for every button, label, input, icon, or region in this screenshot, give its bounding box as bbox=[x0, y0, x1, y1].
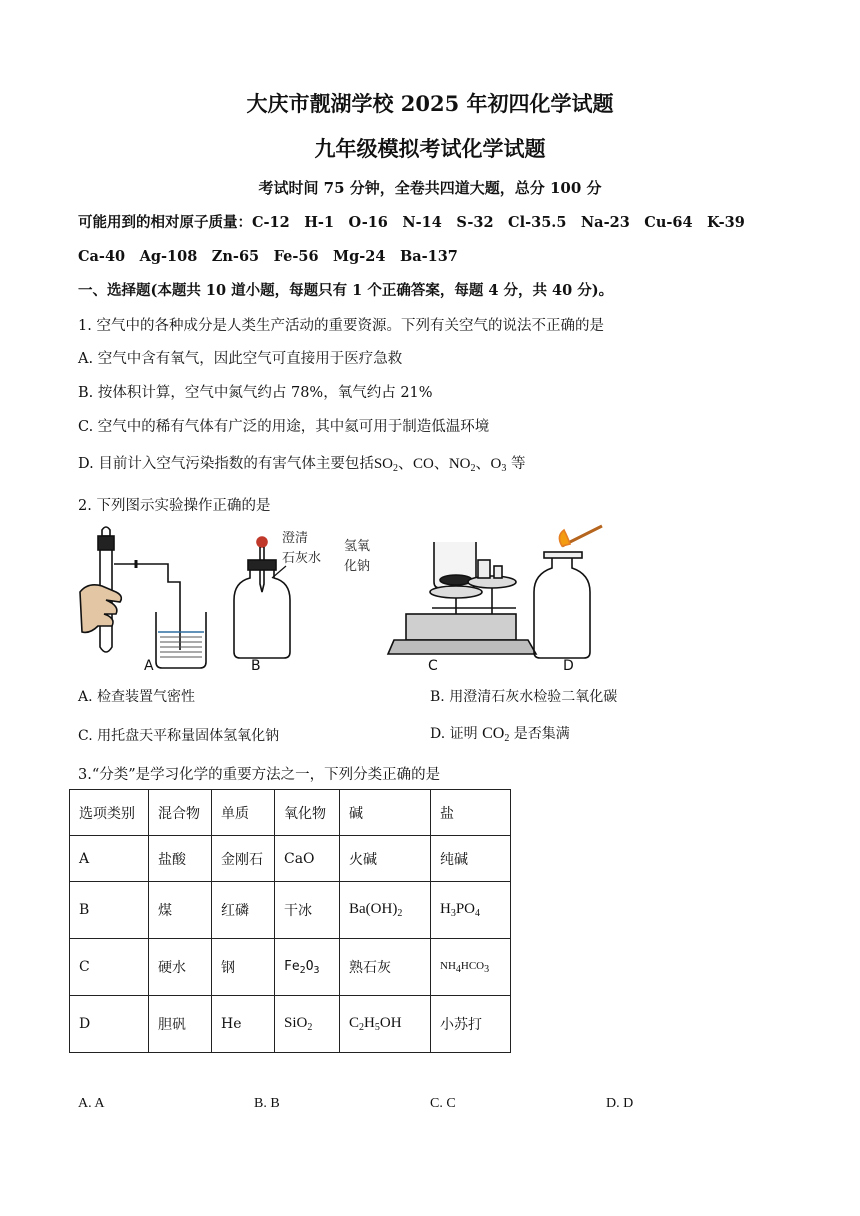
formula-cell: $C_2H_5OH$ bbox=[340, 996, 431, 1053]
header-cell: 单质 bbox=[212, 790, 275, 836]
q3-answer-d: D. D bbox=[606, 1096, 634, 1111]
figure-label-b: B bbox=[251, 658, 261, 674]
q2-option-d-suffix: 是否集满 bbox=[513, 726, 570, 742]
q2-stem: 2. 下列图示实验操作正确的是 bbox=[78, 498, 271, 514]
table-cell: 干冰 bbox=[275, 882, 340, 939]
table-cell: 纯碱 bbox=[431, 836, 511, 882]
figure-a-airtightness bbox=[80, 527, 206, 668]
atomic-mass-line-2: Ca-40 Ag-108 Zn-65 Fe-56 Mg-24 Ba-137 bbox=[78, 248, 458, 265]
q2-option-a: A. 检查装置气密性 bbox=[78, 689, 196, 705]
figure-b-text-1: 澄清 bbox=[282, 531, 309, 546]
table-cell: B bbox=[70, 882, 149, 939]
formula-cell: $H_3PO_4$ bbox=[431, 882, 511, 939]
table-cell: C bbox=[70, 939, 149, 996]
table-cell: 熟石灰 bbox=[340, 939, 431, 996]
table-cell: He bbox=[212, 996, 275, 1053]
q3-answer-c: C. C bbox=[430, 1096, 456, 1111]
table-cell: 红磷 bbox=[212, 882, 275, 939]
table-cell: 盐酸 bbox=[149, 836, 212, 882]
q1-stem: 1. 空气中的各种成分是人类生产活动的重要资源。下列有关空气的说法不正确的是 bbox=[78, 318, 604, 334]
q3-stem: 3.“分类”是学习化学的重要方法之一，下列分类正确的是 bbox=[78, 767, 441, 783]
figure-label-c: C bbox=[428, 658, 438, 674]
formula-cell: $NH_4HCO_3$ bbox=[431, 939, 511, 996]
table-row bbox=[70, 996, 511, 1053]
table-cell: 金刚石 bbox=[212, 836, 275, 882]
q3-answer-a: A. A bbox=[78, 1096, 105, 1111]
header-cell: 选项类别 bbox=[70, 790, 149, 836]
header-cell: 氧化物 bbox=[275, 790, 340, 836]
q1-option-d-prefix: D. 目前计入空气污染指数的有害气体主要包括 bbox=[78, 456, 374, 472]
q1-option-a: A. 空气中含有氧气，因此空气可直接用于医疗急救 bbox=[78, 351, 403, 367]
figure-c-text-2: 化钠 bbox=[344, 559, 371, 574]
table-cell: 胆矾 bbox=[149, 996, 212, 1053]
q3-classification-table bbox=[69, 789, 511, 1053]
q2-option-c: C. 用托盘天平称量固体氢氧化钠 bbox=[78, 728, 280, 744]
table-cell: 火碱 bbox=[340, 836, 431, 882]
table-cell: 煤 bbox=[149, 882, 212, 939]
header-cell: 混合物 bbox=[149, 790, 212, 836]
q2-apparatus-figure bbox=[76, 522, 616, 677]
q1-option-c: C. 空气中的稀有气体有广泛的用途，其中氦可用于制造低温环境 bbox=[78, 419, 490, 435]
figure-d-co2-bottle bbox=[534, 526, 602, 658]
formula-cell: $Ba(OH)_2$ bbox=[340, 882, 431, 939]
q2-option-d-prefix: D. 证明 bbox=[430, 726, 478, 742]
figure-label-d: D bbox=[563, 658, 574, 674]
table-cell: 小苏打 bbox=[431, 996, 511, 1053]
table-cell: 钢 bbox=[212, 939, 275, 996]
header-cell: 碱 bbox=[340, 790, 431, 836]
table-cell: CaO bbox=[275, 836, 340, 882]
exam-info: 考试时间 75 分钟，全卷共四道大题，总分 100 分 bbox=[258, 179, 602, 197]
table-cell: D bbox=[70, 996, 149, 1053]
q2-option-d: D. 证明 $CO_2$ 是否集满 bbox=[430, 725, 570, 744]
figure-label-a: A bbox=[144, 658, 154, 674]
header-cell: 盐 bbox=[431, 790, 511, 836]
q3-answer-b: B. B bbox=[254, 1096, 280, 1111]
table-header-row bbox=[70, 790, 511, 836]
exam-subtitle: 九年级模拟考试化学试题 bbox=[314, 136, 546, 161]
table-row bbox=[70, 836, 511, 882]
table-row bbox=[70, 939, 511, 996]
q1-option-b: B. 按体积计算，空气中氮气约占 78%，氧气约占 21% bbox=[78, 385, 433, 401]
q2-option-b: B. 用澄清石灰水检验二氧化碳 bbox=[430, 689, 618, 705]
table-cell: 硬水 bbox=[149, 939, 212, 996]
table-cell: A bbox=[70, 836, 149, 882]
q1-option-d-suffix: 等 bbox=[510, 456, 526, 472]
section-heading: 一、选择题(本题共 10 道小题，每题只有 1 个正确答案，每题 4 分，共 40 分)。 bbox=[78, 282, 614, 299]
exam-title: 大庆市靓湖学校 2025 年初四化学试题 bbox=[246, 91, 614, 116]
figure-b-text-2: 石灰水 bbox=[282, 551, 322, 566]
formula-cell: SiO$_2$ bbox=[275, 996, 340, 1053]
formula-cell: $Fe_2O_3$ bbox=[275, 939, 340, 996]
table-row bbox=[70, 882, 511, 939]
figure-c-text-1: 氢氧 bbox=[344, 539, 371, 554]
q1-option-d: D. 目前计入空气污染指数的有害气体主要包括$SO_2$、CO、$NO_2$、$O_3$ 等 bbox=[78, 456, 526, 474]
figure-c-balance bbox=[388, 542, 536, 654]
atomic-mass-line-1: 可能用到的相对原子质量：C-12 H-1 O-16 N-14 S-32 Cl-35.5 Na-23 Cu-64 K-39 bbox=[78, 214, 745, 231]
